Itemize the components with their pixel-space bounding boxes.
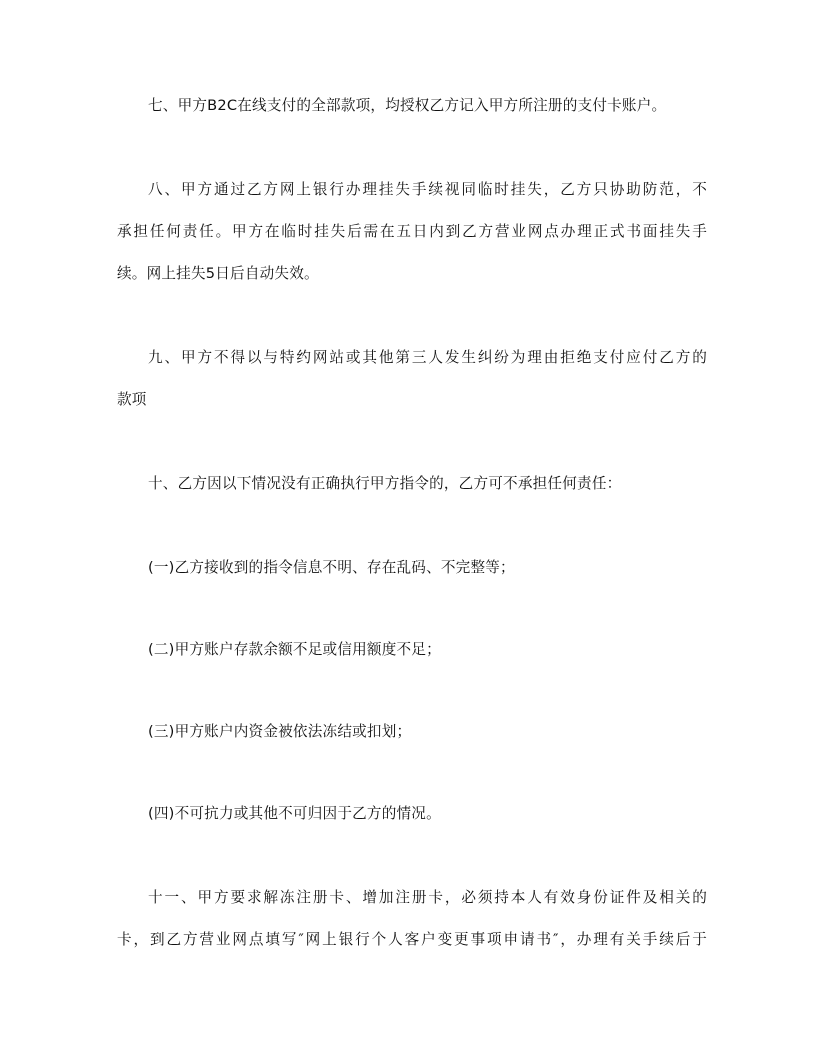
clause-10-item-1: (一)乙方接收到的指令信息不明、存在乱码、不完整等；	[148, 559, 515, 576]
clause-10-item-3: (三)甲方账户内资金被依法冻结或扣划；	[148, 723, 412, 740]
clause-11-line-2: 卡，到乙方营业网点填写″网上银行个人客户变更事项申请书″，办理有关手续后于	[117, 931, 707, 948]
clause-10-item-4: (四)不可抗力或其他不可归因于乙方的情况。	[148, 805, 441, 822]
clause-9-line-2: 款项	[117, 391, 147, 408]
clause-7-line-1: 七、甲方B2C在线支付的全部款项，均授权乙方记入甲方所注册的支付卡账户。	[148, 97, 667, 114]
clause-8-line-1: 八、甲方通过乙方网上银行办理挂失手续视同临时挂失，乙方只协助防范，不	[148, 181, 707, 198]
clause-9-line-1: 九、甲方不得以与特约网站或其他第三人发生纠纷为理由拒绝支付应付乙方的	[148, 349, 707, 366]
clause-8-line-2: 承担任何责任。甲方在临时挂失后需在五日内到乙方营业网点办理正式书面挂失手	[117, 223, 707, 240]
clause-8-line-3: 续。网上挂失5日后自动失效。	[117, 265, 319, 282]
clause-10-line-1: 十、乙方因以下情况没有正确执行甲方指令的，乙方可不承担任何责任：	[148, 475, 622, 492]
clause-11-line-1: 十一、甲方要求解冻注册卡、增加注册卡，必须持本人有效身份证件及相关的	[148, 889, 707, 906]
clause-10-item-2: (二)甲方账户存款余额不足或信用额度不足；	[148, 641, 441, 658]
